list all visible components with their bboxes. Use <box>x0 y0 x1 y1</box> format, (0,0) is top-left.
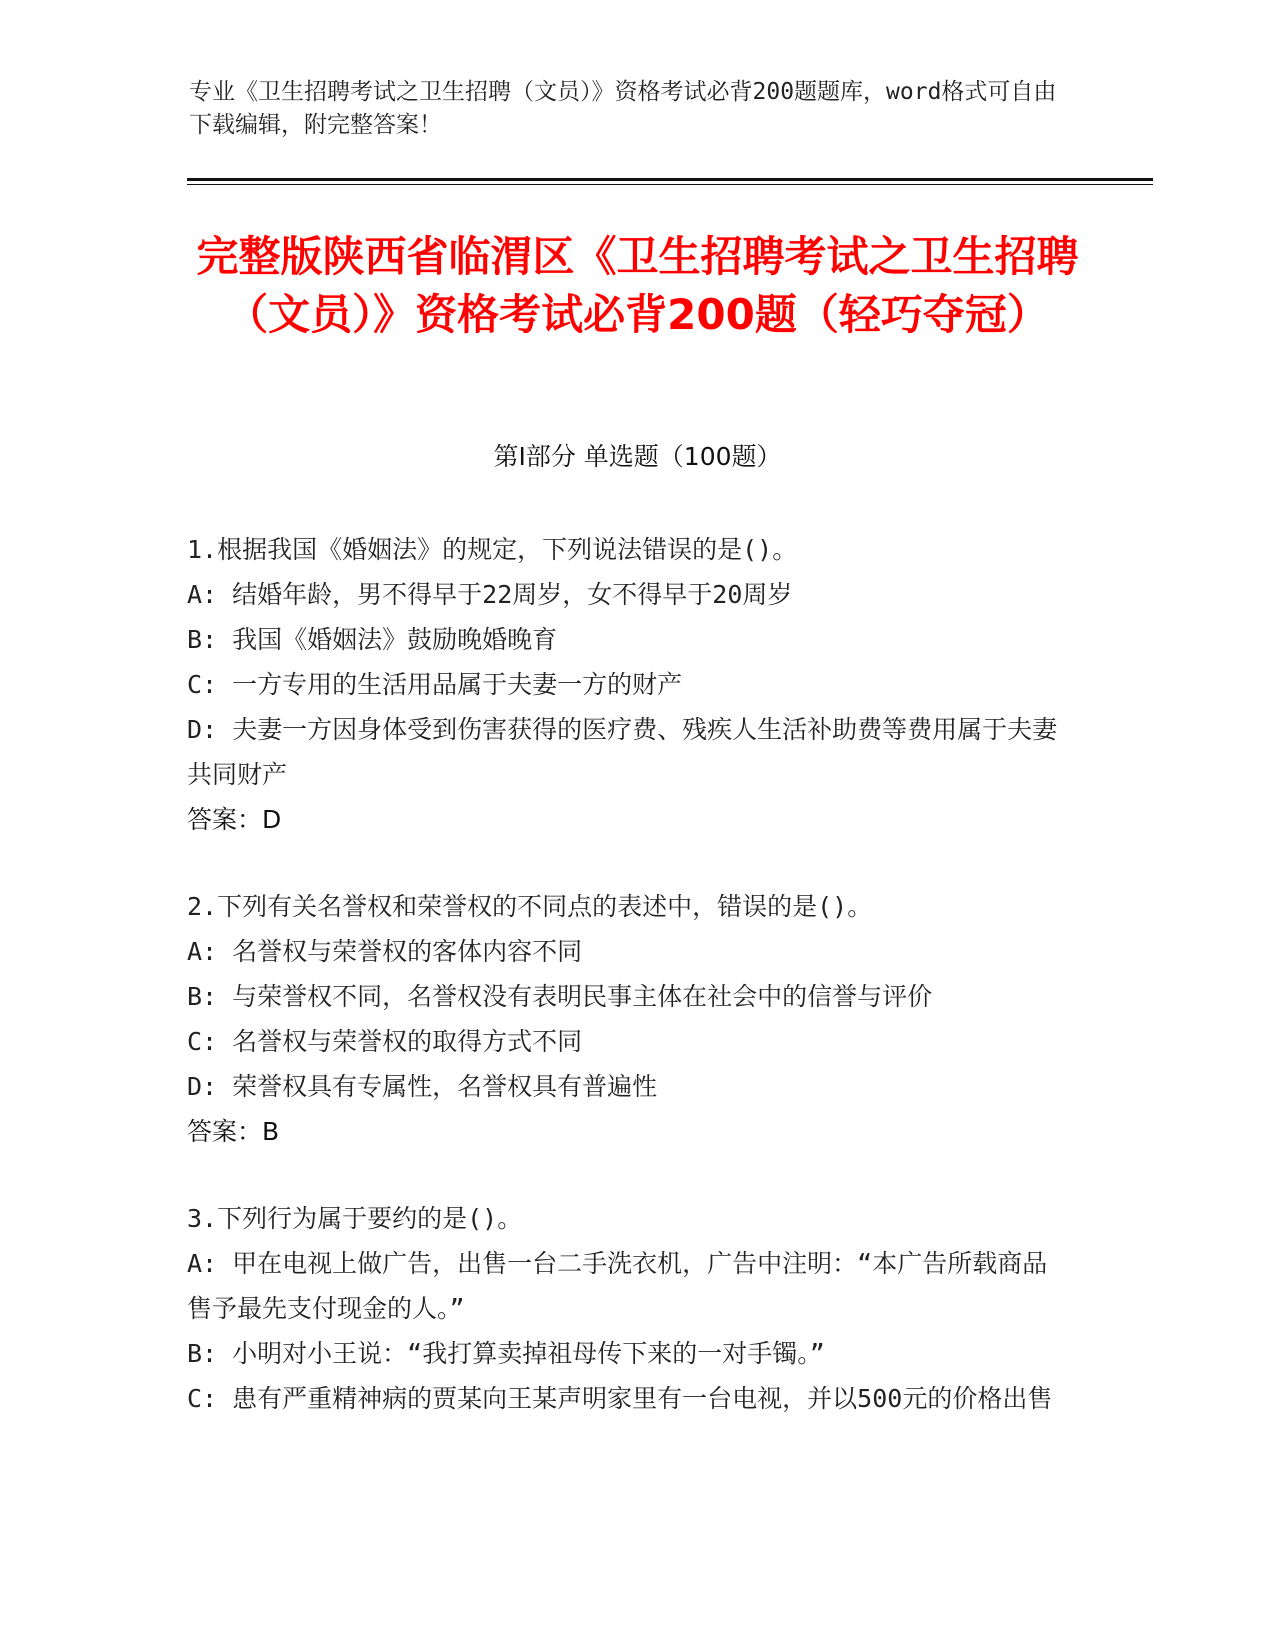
option-key: A: <box>187 1249 218 1278</box>
option-b <box>187 1331 1067 1376</box>
option-text: 名誉权与荣誉权的客体内容不同 <box>232 937 583 966</box>
option-key: D: <box>187 1072 218 1101</box>
section-title: 第Ⅰ部分 单选题（100题） <box>493 442 782 471</box>
document-title: 完整版陕西省临渭区《卫生招聘考试之卫生招聘（文员）》资格考试必背200题（轻巧夺冠） <box>196 232 1079 339</box>
option-text: 与荣誉权不同，名誉权没有表明民事主体在社会中的信誉与评价 <box>232 982 933 1011</box>
option-key: D: <box>187 715 218 744</box>
option-key: B: <box>187 1339 218 1368</box>
option-c <box>187 1376 1067 1421</box>
question-3 <box>187 1196 1067 1421</box>
option-key: C: <box>187 670 218 699</box>
header-note: 专业《卫生招聘考试之卫生招聘（文员）》资格考试必背200题题库，word格式可自由下载编辑，附完整答案！ <box>189 79 1057 138</box>
option-a <box>187 929 1067 974</box>
option-key: B: <box>187 982 218 1011</box>
option-text: 荣誉权具有专属性，名誉权具有普遍性 <box>232 1072 658 1101</box>
header-rule-thick <box>187 178 1153 181</box>
question-1 <box>187 527 1067 842</box>
option-d <box>187 707 1067 797</box>
option-c <box>187 662 1067 707</box>
option-text: 夫妻一方因身体受到伤害获得的医疗费、残疾人生活补助费等费用属于夫妻共同财产 <box>187 715 1058 789</box>
question-stem: 3.下列行为属于要约的是()。 <box>187 1204 523 1233</box>
option-b <box>187 974 1067 1019</box>
header-rule-thin <box>187 184 1153 185</box>
option-text: 一方专用的生活用品属于夫妻一方的财产 <box>232 670 683 699</box>
option-a <box>187 572 1067 617</box>
option-b <box>187 617 1067 662</box>
option-key: B: <box>187 625 218 654</box>
option-text: 结婚年龄，男不得早于22周岁，女不得早于20周岁 <box>232 580 793 609</box>
question-2 <box>187 884 1067 1154</box>
option-key: A: <box>187 937 218 966</box>
question-stem: 1.根据我国《婚姻法》的规定，下列说法错误的是()。 <box>187 535 798 564</box>
question-list <box>187 527 1067 1463</box>
option-key: C: <box>187 1027 218 1056</box>
option-a <box>187 1241 1067 1331</box>
option-d <box>187 1064 1067 1109</box>
question-stem: 2.下列有关名誉权和荣誉权的不同点的表述中，错误的是()。 <box>187 892 873 921</box>
option-text: 患有严重精神病的贾某向王某声明家里有一台电视，并以500元的价格出售 <box>232 1384 1053 1413</box>
option-c <box>187 1019 1067 1064</box>
option-text: 名誉权与荣誉权的取得方式不同 <box>232 1027 583 1056</box>
option-key: C: <box>187 1384 218 1413</box>
answer: 答案：D <box>187 805 282 834</box>
option-text: 小明对小王说：“我打算卖掉祖母传下来的一对手镯。” <box>232 1339 825 1368</box>
option-key: A: <box>187 580 218 609</box>
option-text: 我国《婚姻法》鼓励晚婚晚育 <box>232 625 558 654</box>
option-text: 甲在电视上做广告，出售一台二手洗衣机，广告中注明：“本广告所载商品售予最先支付现金的人。” <box>187 1249 1048 1323</box>
answer: 答案：B <box>187 1117 280 1146</box>
